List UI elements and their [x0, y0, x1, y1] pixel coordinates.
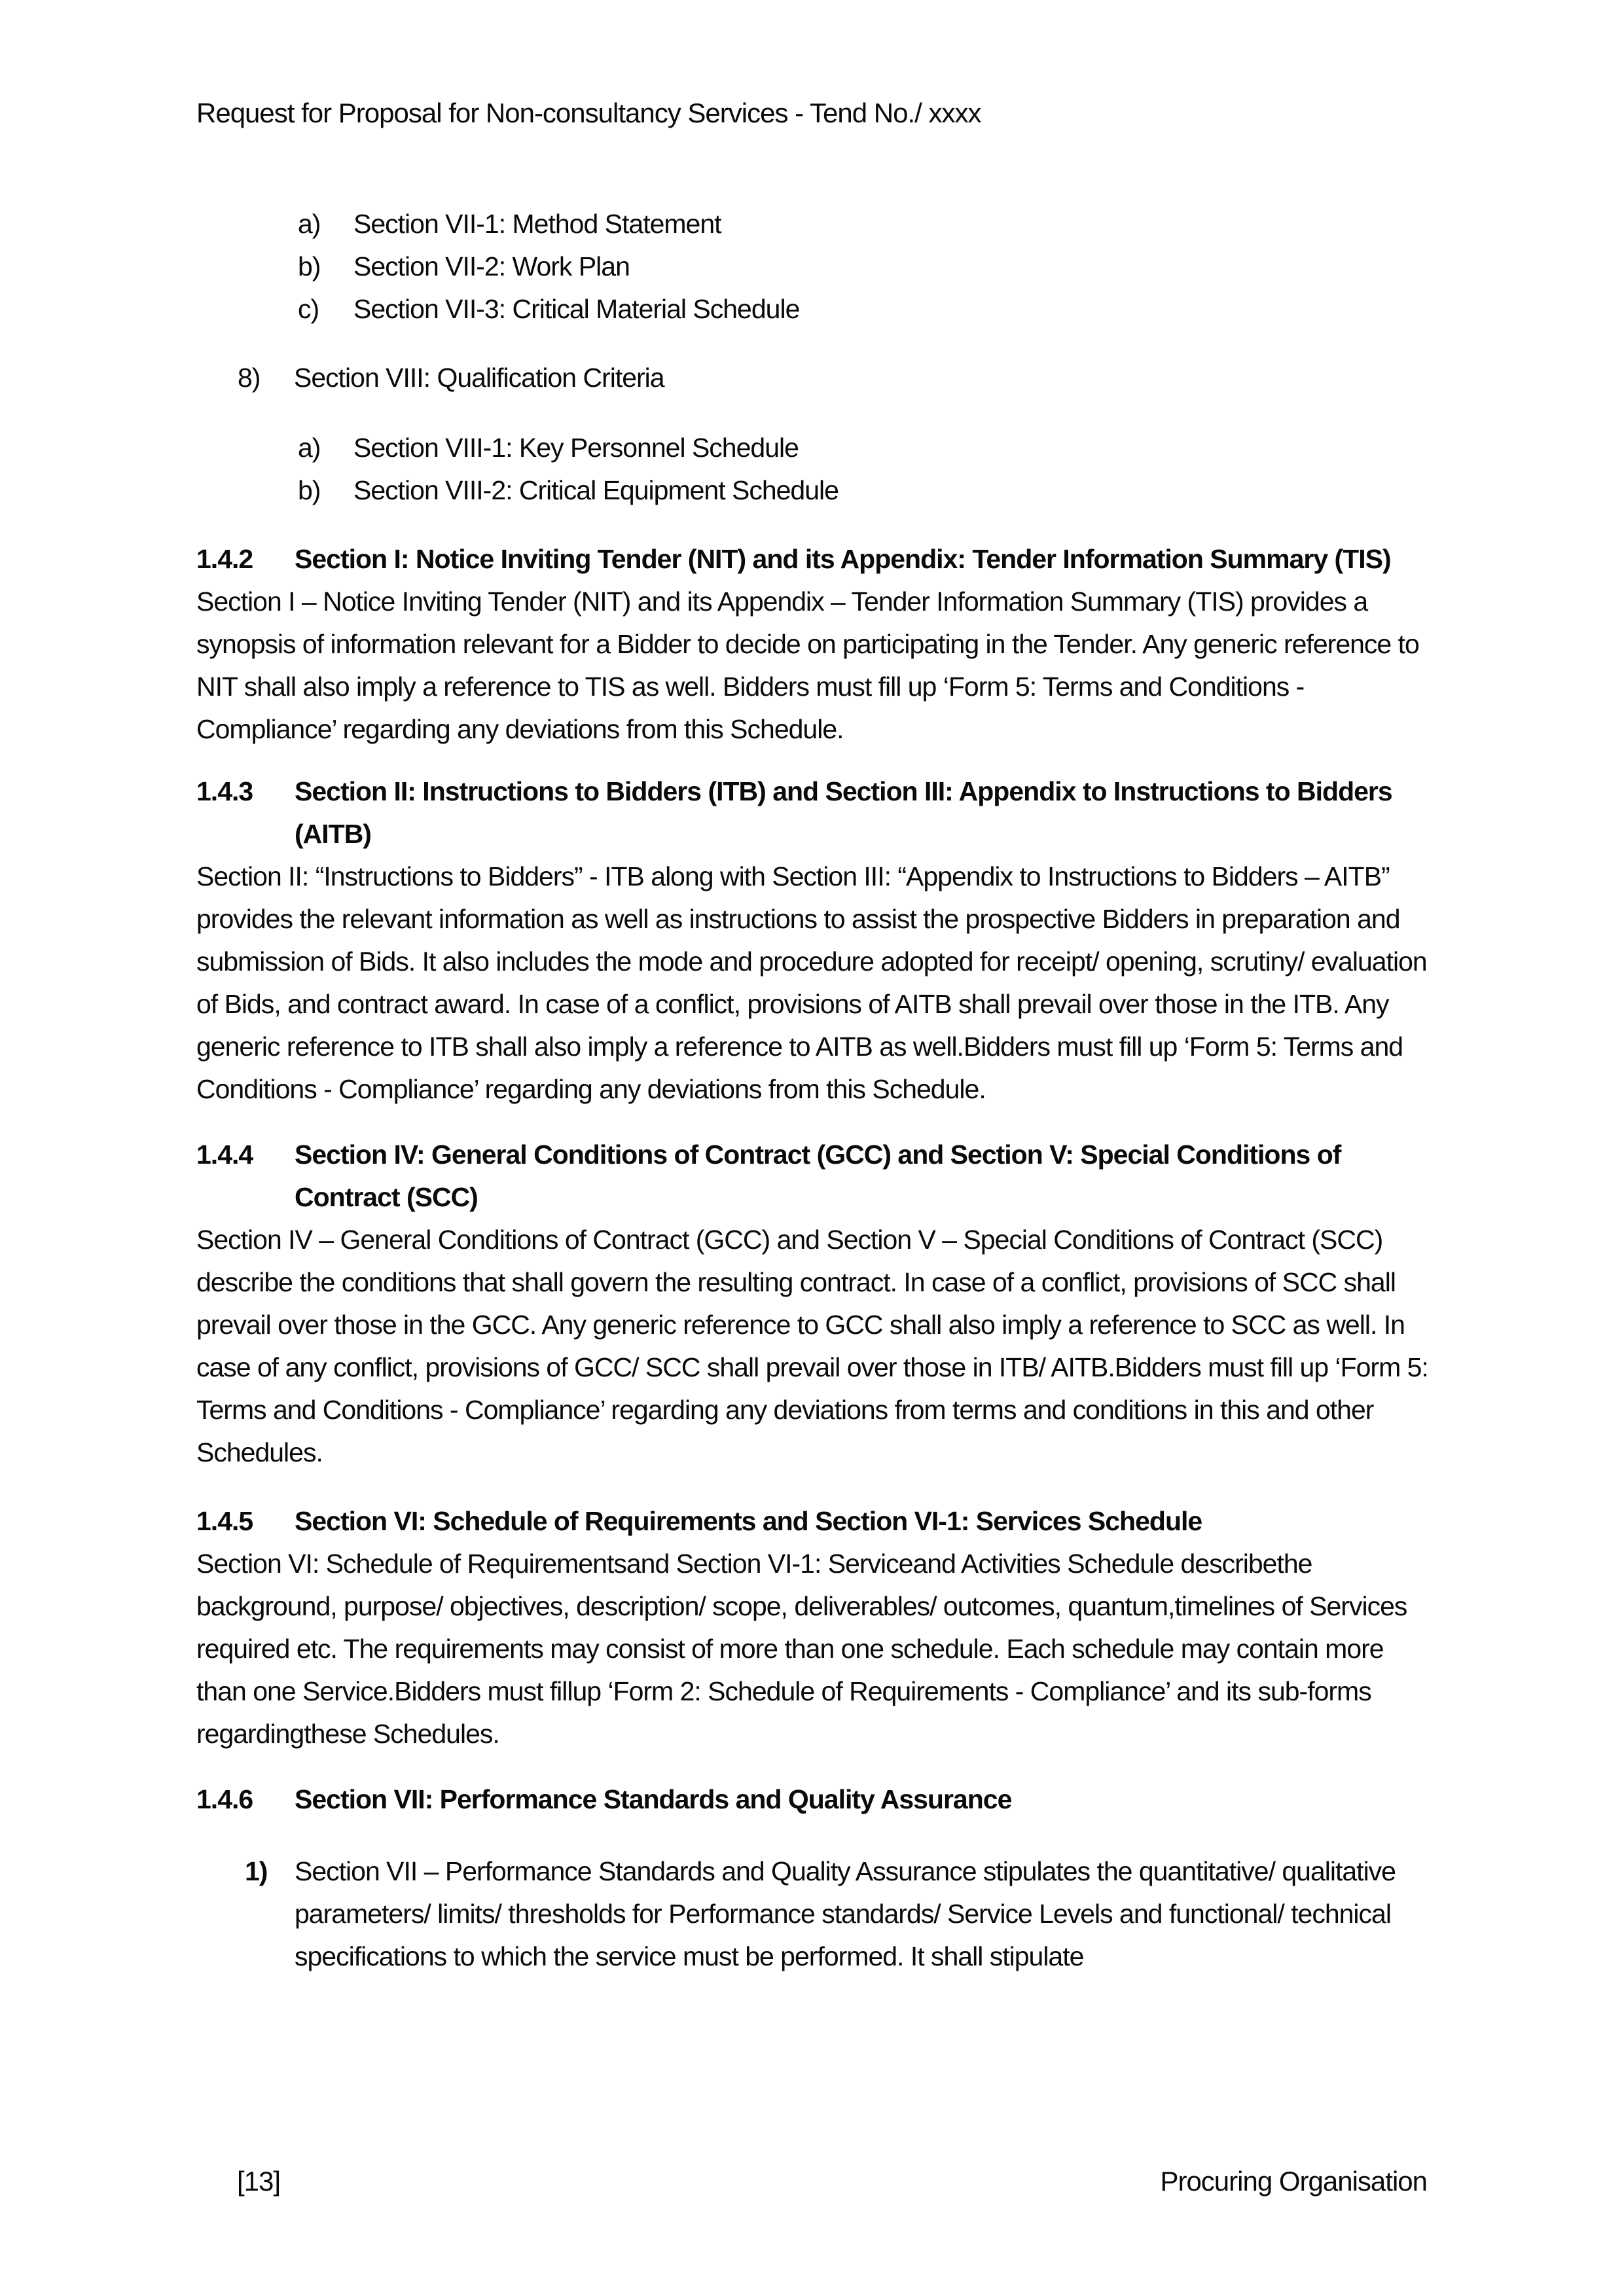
- list-item-label: a): [298, 209, 321, 239]
- footer-org-text: Procuring Organisation: [1160, 2166, 1427, 2197]
- section-body-1-4-3: Section II: “Instructions to Bidders” - ITB along with Section III: “Appendix to Instructions to Bidders – AITB” provides the relevant information as well as instructions to assist the prospective Bidders in preparation and submission of Bids. It also includes the mode and procedure adopted for receipt/ opening, scrutiny/ evaluation of Bids, and contract award. In case of a conflict, provisions of AITB shall prevail over those in the ITB. Any generic reference to ITB shall also imply a reference to AITB as well.Bidders must fill up ‘Form 5: Terms and Conditions - Compliance’ regarding any deviations from this Schedule.: [196, 861, 1427, 1104]
- list-item: [298, 469, 1434, 512]
- list-item-text: Section VIII-1: Key Personnel Schedule: [353, 433, 799, 463]
- list-item-label: c): [298, 294, 319, 324]
- section-heading-1-4-4: [196, 1134, 1434, 1219]
- section-heading-1-4-2: [196, 538, 1434, 581]
- section-heading-1-4-6: [196, 1778, 1434, 1821]
- section-title: Section VII: Performance Standards and Quality Assurance: [295, 1784, 1012, 1814]
- page-content: [196, 92, 1434, 1978]
- section-heading-1-4-3: [196, 770, 1434, 855]
- section-title: Section VI: Schedule of Requirements and Section VI-1: Services Schedule: [295, 1506, 1202, 1536]
- list-item-text: Section VIII: Qualification Criteria: [294, 363, 664, 393]
- section-title: Section I: Notice Inviting Tender (NIT) and its Appendix: Tender Information Summary (TIS): [295, 544, 1391, 574]
- list-item-text: Section VII-1: Method Statement: [353, 209, 721, 239]
- section-body-1-4-4: Section IV – General Conditions of Contract (GCC) and Section V – Special Conditions of Contract (SCC) describe the conditions that shall govern the resulting contract. In case of a conflict, provisions of SCC shall prevail over those in the GCC. Any generic reference to GCC shall also imply a reference to SCC as well. In case of any conflict, provisions of GCC/ SCC shall prevail over those in ITB/ AITB.Bidders must fill up ‘Form 5: Terms and Conditions - Compliance’ regarding any deviations from terms and conditions in this and other Schedules.: [196, 1225, 1428, 1467]
- list-item-label: 1): [245, 1856, 268, 1886]
- section-title: Section IV: General Conditions of Contract (GCC) and Section V: Special Conditions of Contract (SCC): [295, 1139, 1341, 1212]
- section-number: 1.4.2: [196, 544, 253, 574]
- list-item-text: Section VII – Performance Standards and Quality Assurance stipulates the quantitative/ qualitative parameters/ limits/ thresholds for Performance standards/ Service Levels and functional/ technical specifications to which the service must be performed. It shall stipulate: [295, 1856, 1396, 1971]
- toc-vii-sublist: [196, 203, 1434, 331]
- section-title: Section II: Instructions to Bidders (ITB) and Section III: Appendix to Instructions to Bidders (AITB): [295, 776, 1392, 849]
- list-item: [298, 203, 1434, 245]
- section-number: 1.4.3: [196, 776, 253, 806]
- list-item: [298, 427, 1434, 469]
- footer-page-number: [13]: [237, 2166, 281, 2197]
- page-header: [196, 92, 1434, 134]
- list-item-text: Section VIII-2: Critical Equipment Schedule: [353, 475, 839, 505]
- list-item: [298, 245, 1434, 288]
- section-number: 1.4.6: [196, 1784, 253, 1814]
- numbered-item-1: [245, 1850, 1434, 1978]
- section-body-1-4-2: Section I – Notice Inviting Tender (NIT) and its Appendix – Tender Information Summary (TIS) provides a synopsis of information relevant for a Bidder to decide on participating in the Tender. Any generic reference to NIT shall also imply a reference to TIS as well. Bidders must fill up ‘Form 5: Terms and Conditions - Compliance’ regarding any deviations from this Schedule.: [196, 586, 1419, 744]
- toc-viii-sublist: [196, 427, 1434, 512]
- list-item-label: b): [298, 251, 321, 281]
- list-item-text: Section VII-3: Critical Material Schedule: [353, 294, 800, 324]
- list-item-8: [238, 357, 1434, 399]
- section-heading-1-4-5: [196, 1500, 1434, 1543]
- section-number: 1.4.4: [196, 1139, 253, 1170]
- list-item: [298, 288, 1434, 331]
- list-item-label: 8): [238, 363, 261, 393]
- header-title: Request for Proposal for Non-consultancy Services - Tend No./ xxxx: [196, 98, 981, 128]
- list-item-label: b): [298, 475, 321, 505]
- list-item-text: Section VII-2: Work Plan: [353, 251, 630, 281]
- section-body-1-4-5: Section VI: Schedule of Requirementsand Section VI-1: Serviceand Activities Schedule describethe background, purpose/ objectives, description/ scope, deliverables/ outcomes, quantum,timelines of Services required etc. The requirements may consist of more than one schedule. Each schedule may contain more than one Service.Bidders must fillup ‘Form 2: Schedule of Requirements - Compliance’ and its sub-forms regardingthese Schedules.: [196, 1549, 1407, 1749]
- section-number: 1.4.5: [196, 1506, 253, 1536]
- list-item-label: a): [298, 433, 321, 463]
